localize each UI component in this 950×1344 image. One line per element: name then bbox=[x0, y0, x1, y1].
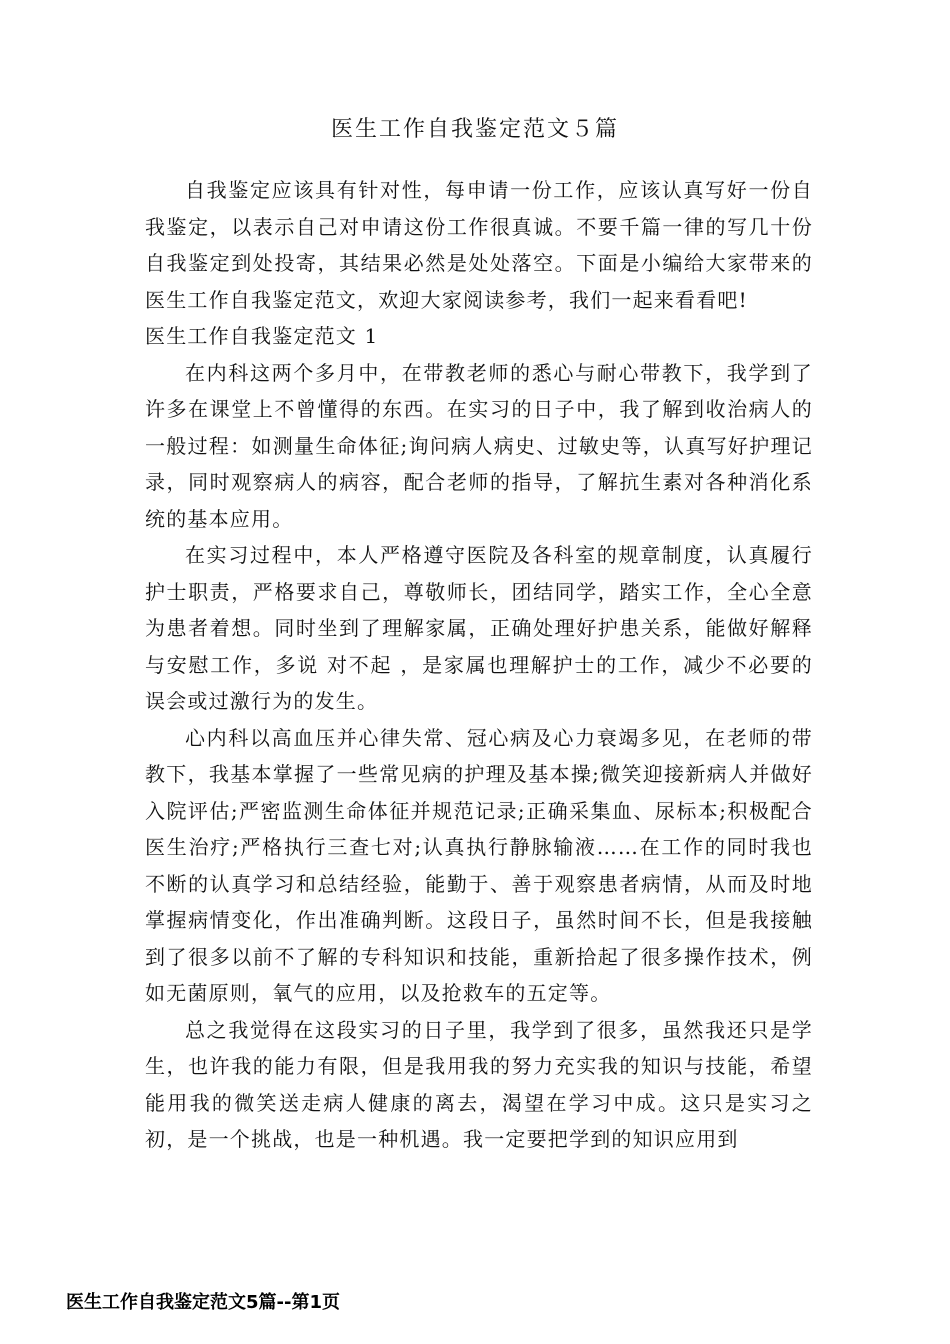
page-footer: 医生工作自我鉴定范文5篇--第1页 bbox=[66, 1292, 340, 1313]
body-paragraph: 在内科这两个多月中，在带教老师的悉心与耐心带教下，我学到了许多在课堂上不曾懂得的东西。在实习的日子中，我了解到收治病人的一般过程：如测量生命体征;询问病人病史、过敏史等，认真写好护理记录，同时观察病人的病容，配合老师的指导，了解抗生素对各种消化系统的基本应用。 bbox=[145, 360, 813, 531]
document-body bbox=[145, 172, 813, 1158]
body-paragraph: 心内科以高血压并心律失常、冠心病及心力衰竭多见，在老师的带教下，我基本掌握了一些常见病的护理及基本操;微笑迎接新病人并做好入院评估;严密监测生命体征并规范记录;正确采集血、尿标本;积极配合医生治疗;严格执行三查七对;认真执行静脉输液……在工作的同时我也不断的认真学习和总结经验，能勤于、善于观察患者病情，从而及时地掌握病情变化，作出准确判断。这段日子，虽然时间不长，但是我接触到了很多以前不了解的专科知识和技能，重新拾起了很多操作技术，例如无菌原则，氧气的应用，以及抢救车的五定等。 bbox=[145, 725, 813, 1005]
document-title: 医生工作自我鉴定范文５篇 bbox=[330, 117, 619, 142]
section-heading: 医生工作自我鉴定范文 1 bbox=[145, 324, 379, 348]
body-paragraph: 在实习过程中，本人严格遵守医院及各科室的规章制度，认真履行护士职责，严格要求自己，尊敬师长，团结同学，踏实工作，全心全意为患者着想。同时坐到了理解家属，正确处理好护患关系，能做好解释与安慰工作，多说 对不起 ，是家属也理解护士的工作，减少不必要的误会或过激行为的发生。 bbox=[145, 543, 813, 713]
intro-paragraph: 自我鉴定应该具有针对性，每申请一份工作，应该认真写好一份自我鉴定，以表示自己对申请这份工作很真诚。不要千篇一律的写几十份自我鉴定到处投寄，其结果必然是处处落空。下面是小编给大家带来的医生工作自我鉴定范文，欢迎大家阅读参考，我们一起来看看吧! bbox=[145, 178, 813, 312]
body-paragraph: 总之我觉得在这段实习的日子里，我学到了很多，虽然我还只是学生，也许我的能力有限，但是我用我的努力充实我的知识与技能，希望能用我的微笑送走病人健康的离去，渴望在学习中成。这只是实习之初，是一个挑战，也是一种机遇。我一定要把学到的知识应用到 bbox=[145, 1017, 813, 1151]
